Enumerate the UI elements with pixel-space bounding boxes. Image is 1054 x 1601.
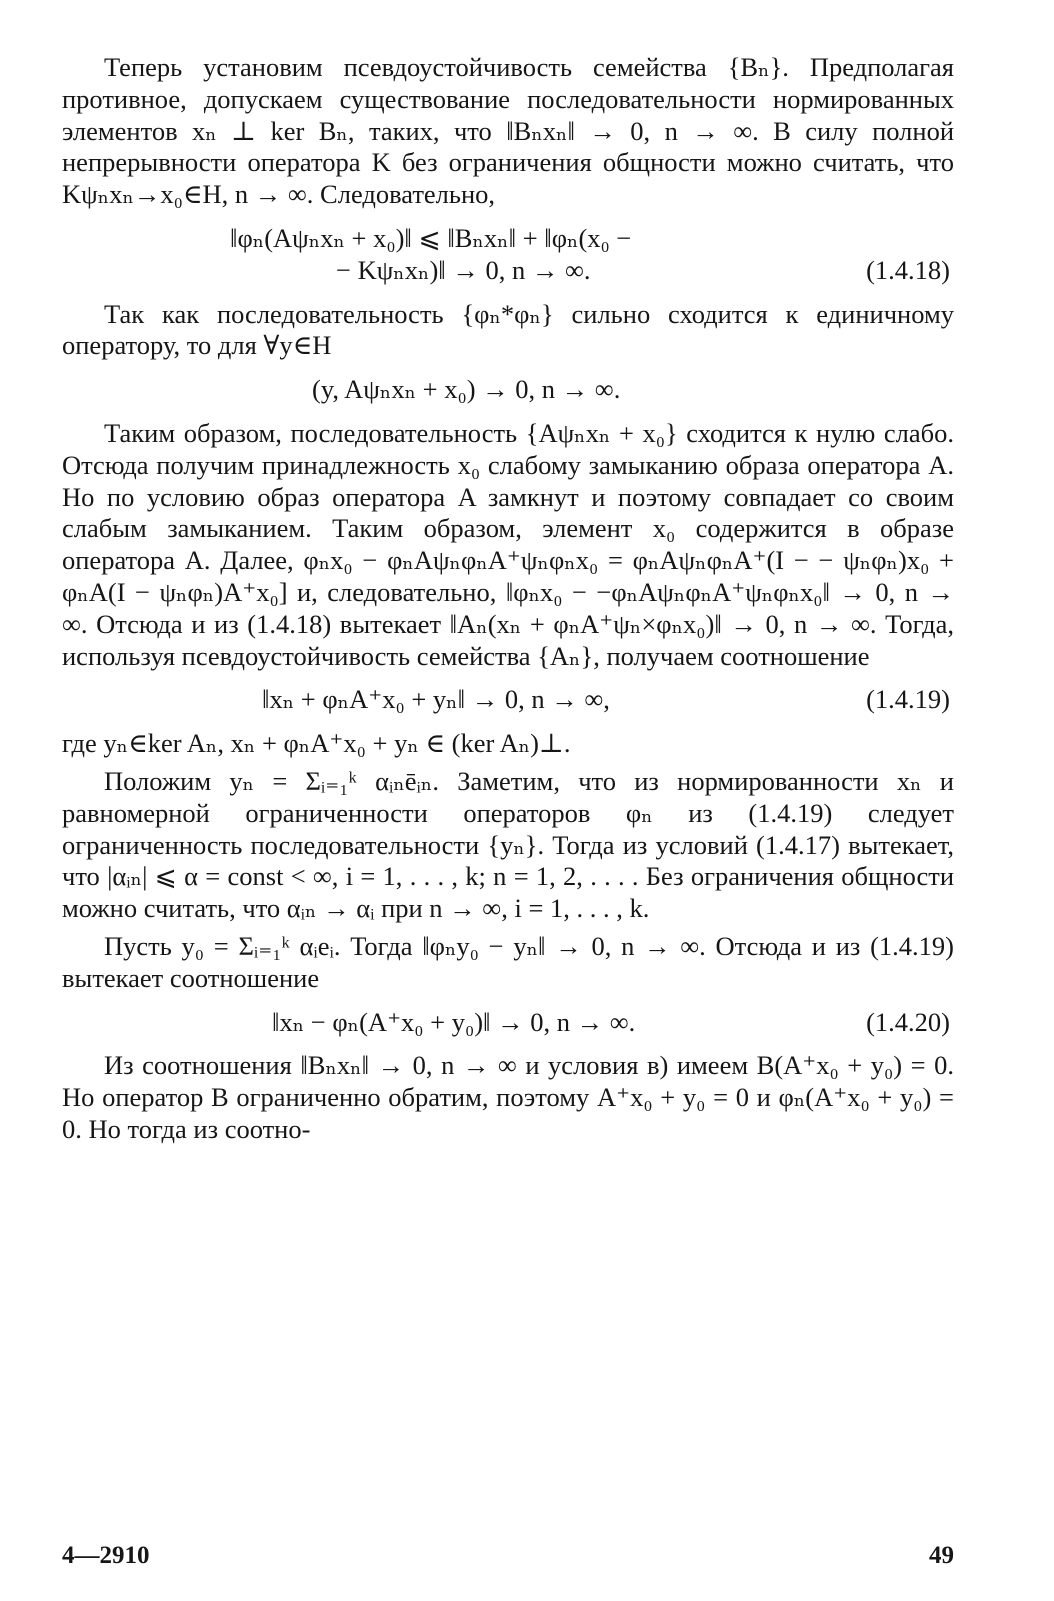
page-number: 49: [929, 1542, 954, 1569]
paragraph-kernel-condition: где yₙ∈ker Aₙ, xₙ + φₙA⁺x₀ + yₙ ∈ (ker Aₙ)⊥.: [62, 728, 571, 759]
formula-weak-convergence: [62, 374, 954, 406]
formula-1-4-19: [62, 684, 954, 716]
paragraph-conclusion: Из соотношения ‖Bₙxₙ‖ → 0, n → ∞ и условия в) имеем B(A⁺x₀ + y₀) = 0. Но оператор B ограниченно обратим, поэтому A⁺x₀ + y₀ = 0 и φₙ(A⁺x₀ + y₀) = 0. Но тогда из соотно-: [62, 1050, 954, 1144]
paragraph-pseudostability-intro: Теперь установим псевдоустойчивость семейства {Bₙ}. Предполагая противное, допускаем существование последовательности нормированных элементов xₙ ⊥ ker Bₙ, таких, что ‖Bₙxₙ‖ → 0, n → ∞. В силу полной непрерывности оператора K без ограничения общности можно считать, что Kψₙxₙ→x₀∈H, n → ∞. Следовательно,: [62, 52, 954, 210]
paragraph-set-yn: Положим yₙ = Σᵢ₌₁ᵏ αᵢₙēᵢₙ. Заметим, что из нормированности xₙ и равномерной ограниченности операторов φₙ из (1.4.19) следует ограниченность последовательности {yₙ}. Тогда из условий (1.4.17) вытекает, что |αᵢₙ| ⩽ α = const < ∞, i = 1, . . . , k; n = 1, 2, . . . . Без ограничения общности можно считать, что αᵢₙ → αᵢ при n → ∞, i = 1, . . . , k.: [62, 765, 954, 924]
formula-1-4-18: [62, 223, 954, 287]
page: [62, 52, 954, 1572]
formula-1-4-19-line: ‖xₙ + φₙA⁺x₀ + yₙ‖ → 0, n → ∞,: [262, 684, 610, 715]
paragraph-set-y0: Пусть y₀ = Σᵢ₌₁ᵏ αᵢeᵢ. Тогда ‖φₙy₀ − yₙ‖ → 0, n → ∞. Отсюда и из (1.4.19) вытекает соотношение: [62, 930, 954, 993]
page-footer: [62, 1542, 954, 1570]
paragraph-strong-convergence: Так как последовательность {φₙ*φₙ} сильно сходится к единичному оператору, то для ∀y∈H: [62, 298, 954, 361]
formula-1-4-18-line-2: − Kψₙxₙ)‖ → 0, n → ∞.: [336, 254, 591, 285]
printer-signature: 4—2910: [62, 1542, 150, 1569]
formula-1-4-20-line: ‖xₙ − φₙ(A⁺x₀ + y₀)‖ → 0, n → ∞.: [272, 1006, 636, 1037]
formula-weak-convergence-line: (y, Aψₙxₙ + x₀) → 0, n → ∞.: [312, 374, 621, 405]
paragraph-weak-closure: Таким образом, последовательность {Aψₙxₙ + x₀} сходится к нулю слабо. Отсюда получим принадлежность x₀ слабому замыканию образа оператора A. Но по условию образ оператора A замкнут и поэтому совпадает со своим слабым замыканием. Таким образом, элемент x₀ содержится в образе оператора A. Далее, φₙx₀ − φₙAψₙφₙA⁺ψₙφₙx₀ = φₙAψₙφₙA⁺(I − − ψₙφₙ)x₀ + φₙA(I − ψₙφₙ)A⁺x₀] и, следовательно, ‖φₙx₀ − −φₙAψₙφₙA⁺ψₙφₙx₀‖ → 0, n → ∞. Отсюда и из (1.4.18) вытекает ‖Aₙ(xₙ + φₙA⁺ψₙ×φₙx₀)‖ → 0, n → ∞. Тогда, используя псевдоустойчивость семейства {Aₙ}, получаем соотношение: [62, 417, 954, 671]
formula-1-4-20: [62, 1007, 954, 1039]
equation-number-1-4-18: (1.4.18): [866, 254, 950, 285]
equation-number-1-4-19: (1.4.19): [866, 684, 950, 715]
equation-number-1-4-20: (1.4.20): [866, 1006, 950, 1037]
formula-1-4-18-line-1: ‖φₙ(Aψₙxₙ + x₀)‖ ⩽ ‖Bₙxₙ‖ + ‖φₙ(x₀ −: [230, 222, 632, 253]
